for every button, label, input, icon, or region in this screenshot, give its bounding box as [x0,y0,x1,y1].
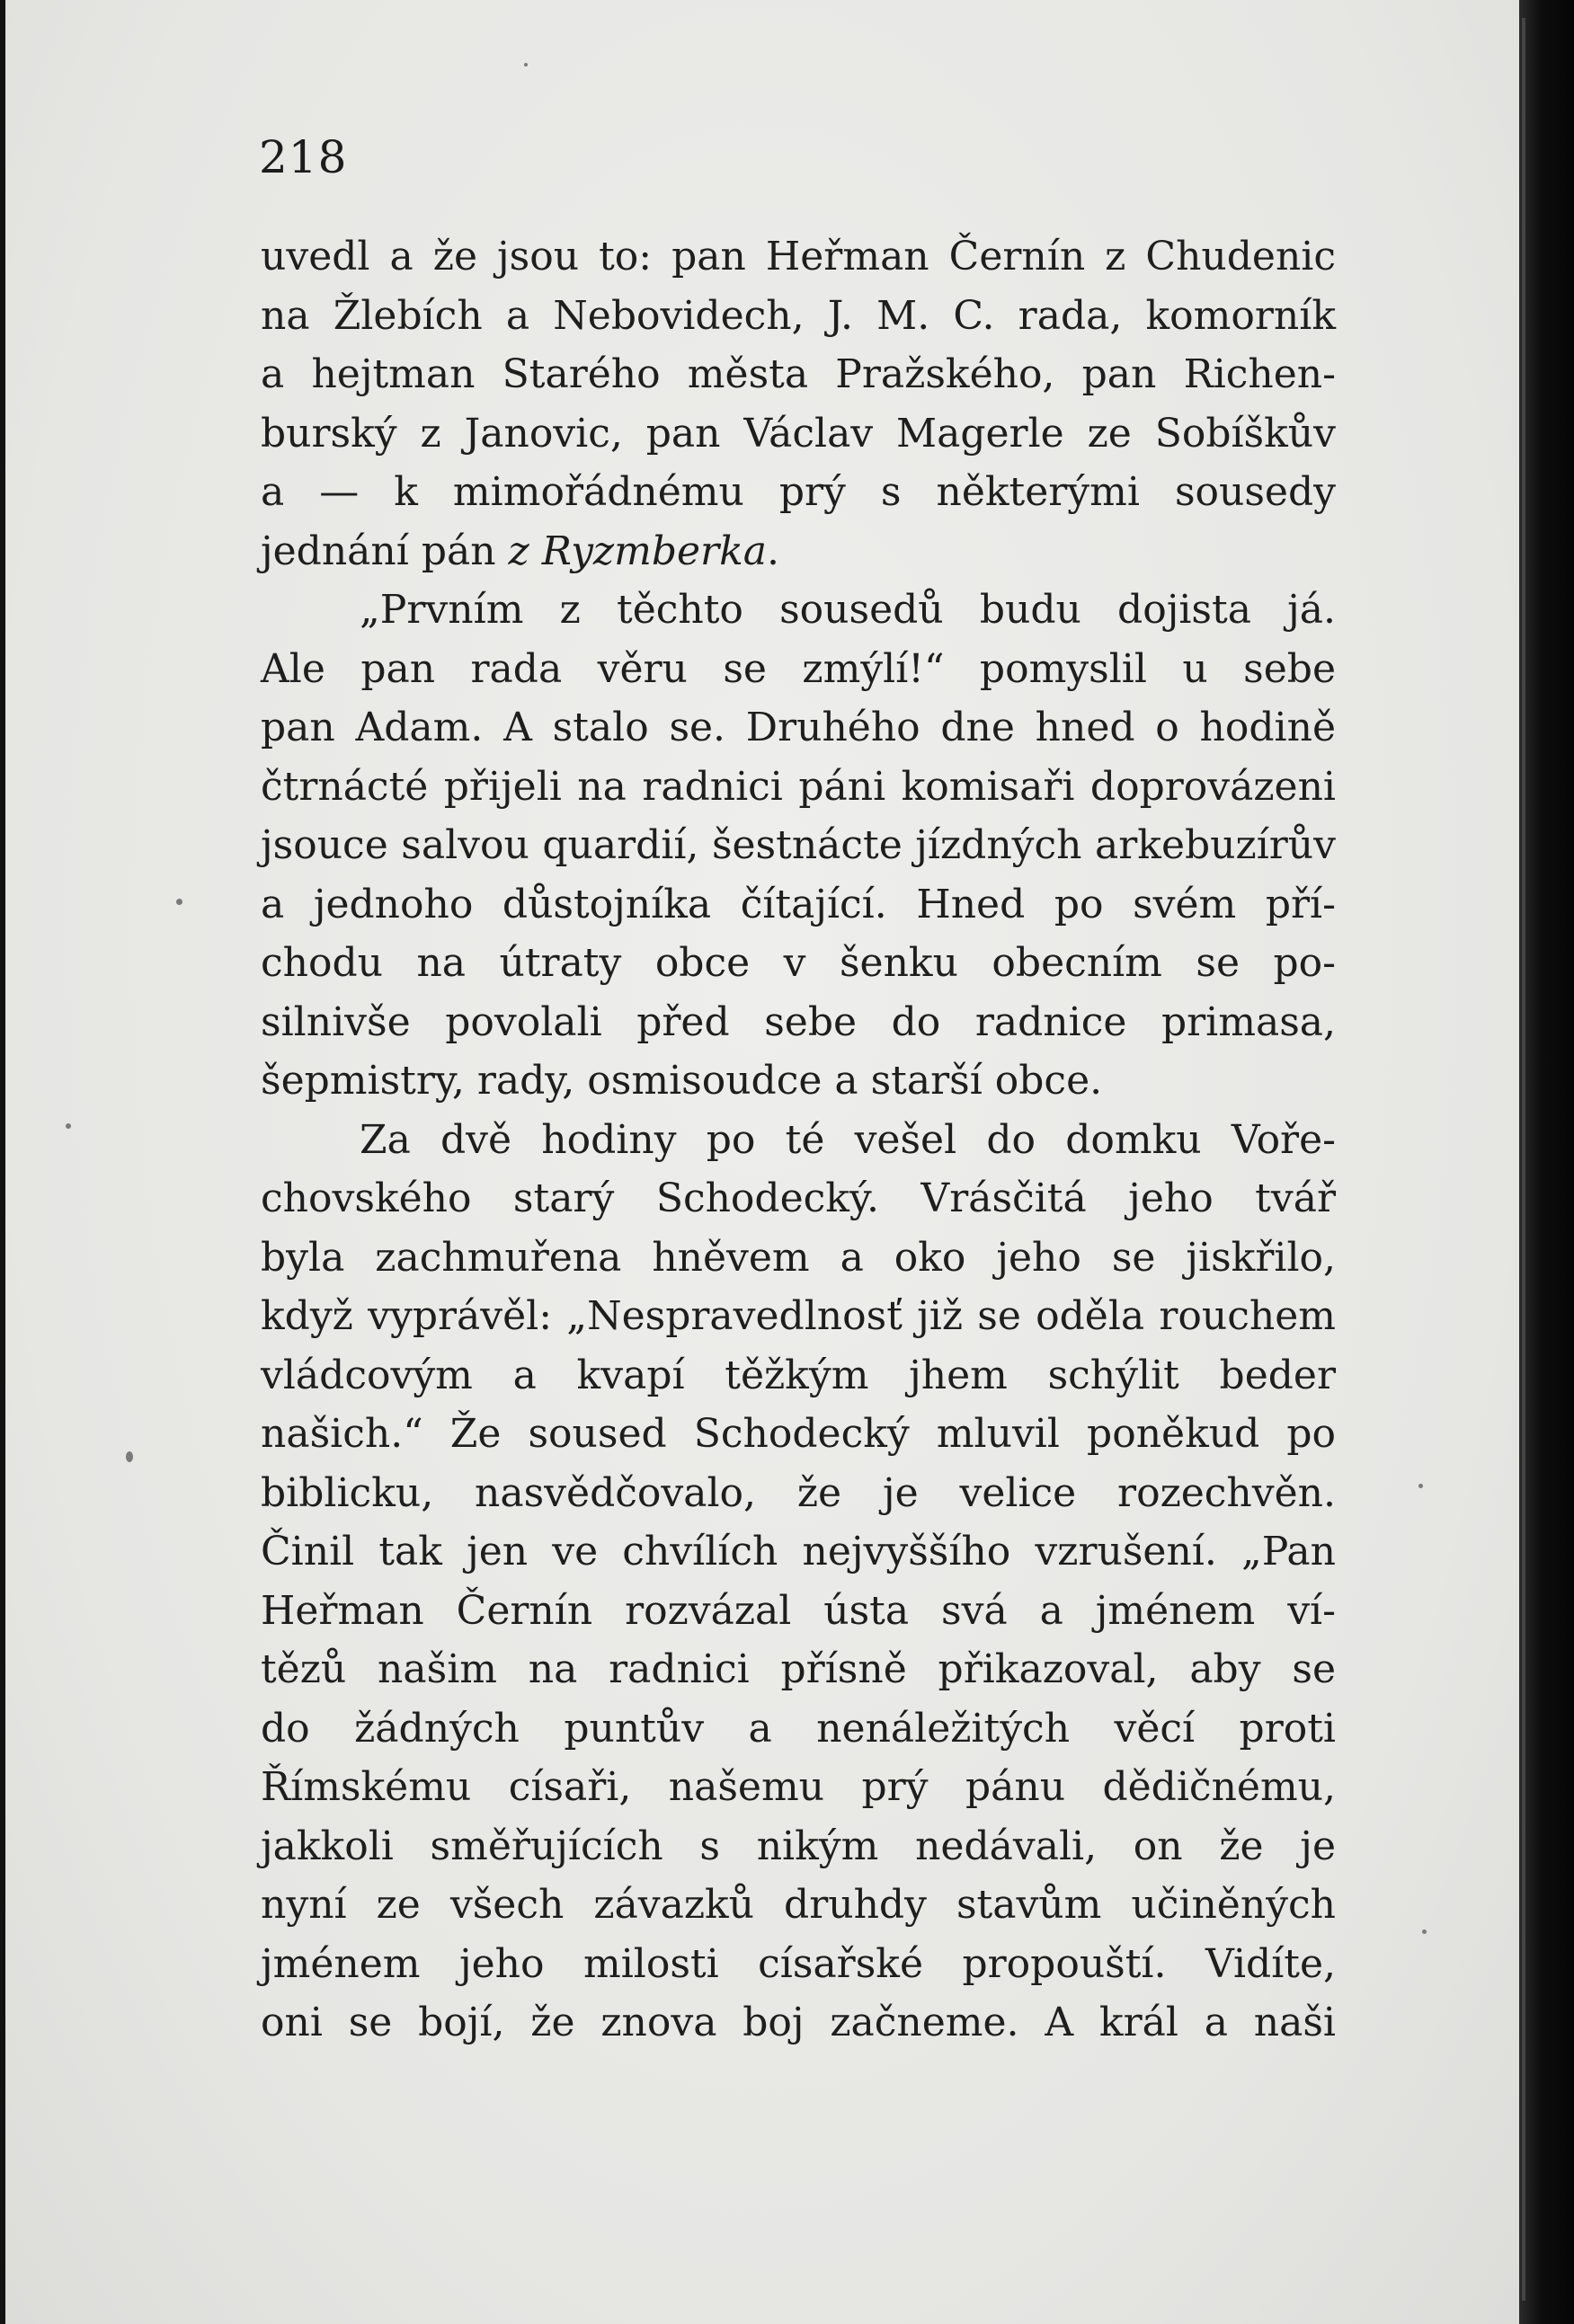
scan-speck [1422,1929,1427,1934]
text-line-2: na Žlebích a Nebovidech, J. M. C. rada, komorník [261,292,1336,339]
scan-speck [176,899,182,905]
text-line-15: šepmistry, rady, osmisoudce a starší obce. [261,1058,1103,1104]
text-line-8: Ale pan rada věru se zmýlí!“ pomyslil u sebe [261,645,1336,692]
text-line-3: a hejtman Starého města Pražského, pan Richen- [261,351,1336,397]
text-line-4: burský z Janovic, pan Václav Magerle ze Sobíškův [261,410,1336,457]
body-text [261,227,1336,2053]
text-line-27: Římskému císaři, našemu prý pánu dědičnému, [261,1764,1336,1810]
text-line-6 [261,522,1336,581]
text-line-11: jsouce salvou quardií, šestnácte jízdných arkebuzírův [261,822,1336,868]
text-line-28: jakkoli směřujících s nikým nedávali, on že je [261,1823,1336,1869]
text-line-30: jménem jeho milosti císařské propouští. Vidíte, [261,1940,1336,1987]
text-line-17: chovského starý Schodecký. Vrásčitá jeho tvář [261,1175,1336,1221]
text-line-9: pan Adam. A stalo se. Druhého dne hned o hodině [261,705,1336,750]
text-line-20: vládcovým a kvapí těžkým jhem schýlit beder [261,1352,1336,1398]
text-line-1: uvedl a že jsou to: pan Heřman Černín z Chudenic [261,234,1336,279]
text-line-13: chodu na útraty obce v šenku obecním se po- [261,940,1336,986]
scan-speck [1418,1484,1423,1488]
text-line-21: našich.“ Že soused Schodecký mluvil poněkud po [261,1411,1336,1457]
text-line-29: nyní ze všech závazků druhdy stavům učiněných [261,1882,1336,1928]
text-line-6-italic: z Ryzmberka [508,528,767,574]
page-number: 218 [259,131,348,183]
text-line-5: a — k mimořádnému prý s některými sousedy [261,469,1336,515]
text-line-24: Heřman Černín rozvázal ústa svá a jménem ví- [261,1587,1336,1634]
text-line-10: čtrnácté přijeli na radnici páni komisaři doprovázeni [261,763,1336,810]
page-edge-line [1522,18,1525,2301]
text-line-31: oni se bojí, že znova boj začneme. A král a naši [261,2000,1336,2045]
text-line-14: silnivše povolali před sebe do radnice primasa, [261,998,1336,1045]
text-line-18: byla zachmuřena hněvem a oko jeho se jiskřilo, [261,1234,1336,1281]
scan-speck [66,1123,71,1129]
text-line-19: když vyprávěl: „Nespravedlnosť již se oděla rouchem [261,1293,1336,1339]
text-line-7: „Prvním z těchto sousedů budu dojista já. [360,587,1336,633]
scan-speck [126,1451,133,1462]
text-line-23: Činil tak jen ve chvílích nejvyššího vzrušení. „Pan [261,1529,1336,1574]
scan-speck [524,63,528,67]
page-edge-shadow [1519,0,1574,2324]
text-line-22: biblicku, nasvědčovalo, že je velice rozechvěn. [261,1469,1336,1516]
text-line-6-start: jednání pán [261,528,509,574]
text-line-25: tězů našim na radnici přísně přikazoval, aby se [261,1646,1336,1692]
text-line-16: Za dvě hodiny po té vešel do domku Voře- [360,1116,1336,1163]
text-line-26: do žádných puntův a nenáležitých věcí proti [261,1705,1336,1752]
text-line-12: a jednoho důstojníka čítající. Hned po svém pří- [261,881,1336,927]
text-line-6-end: . [766,528,779,574]
